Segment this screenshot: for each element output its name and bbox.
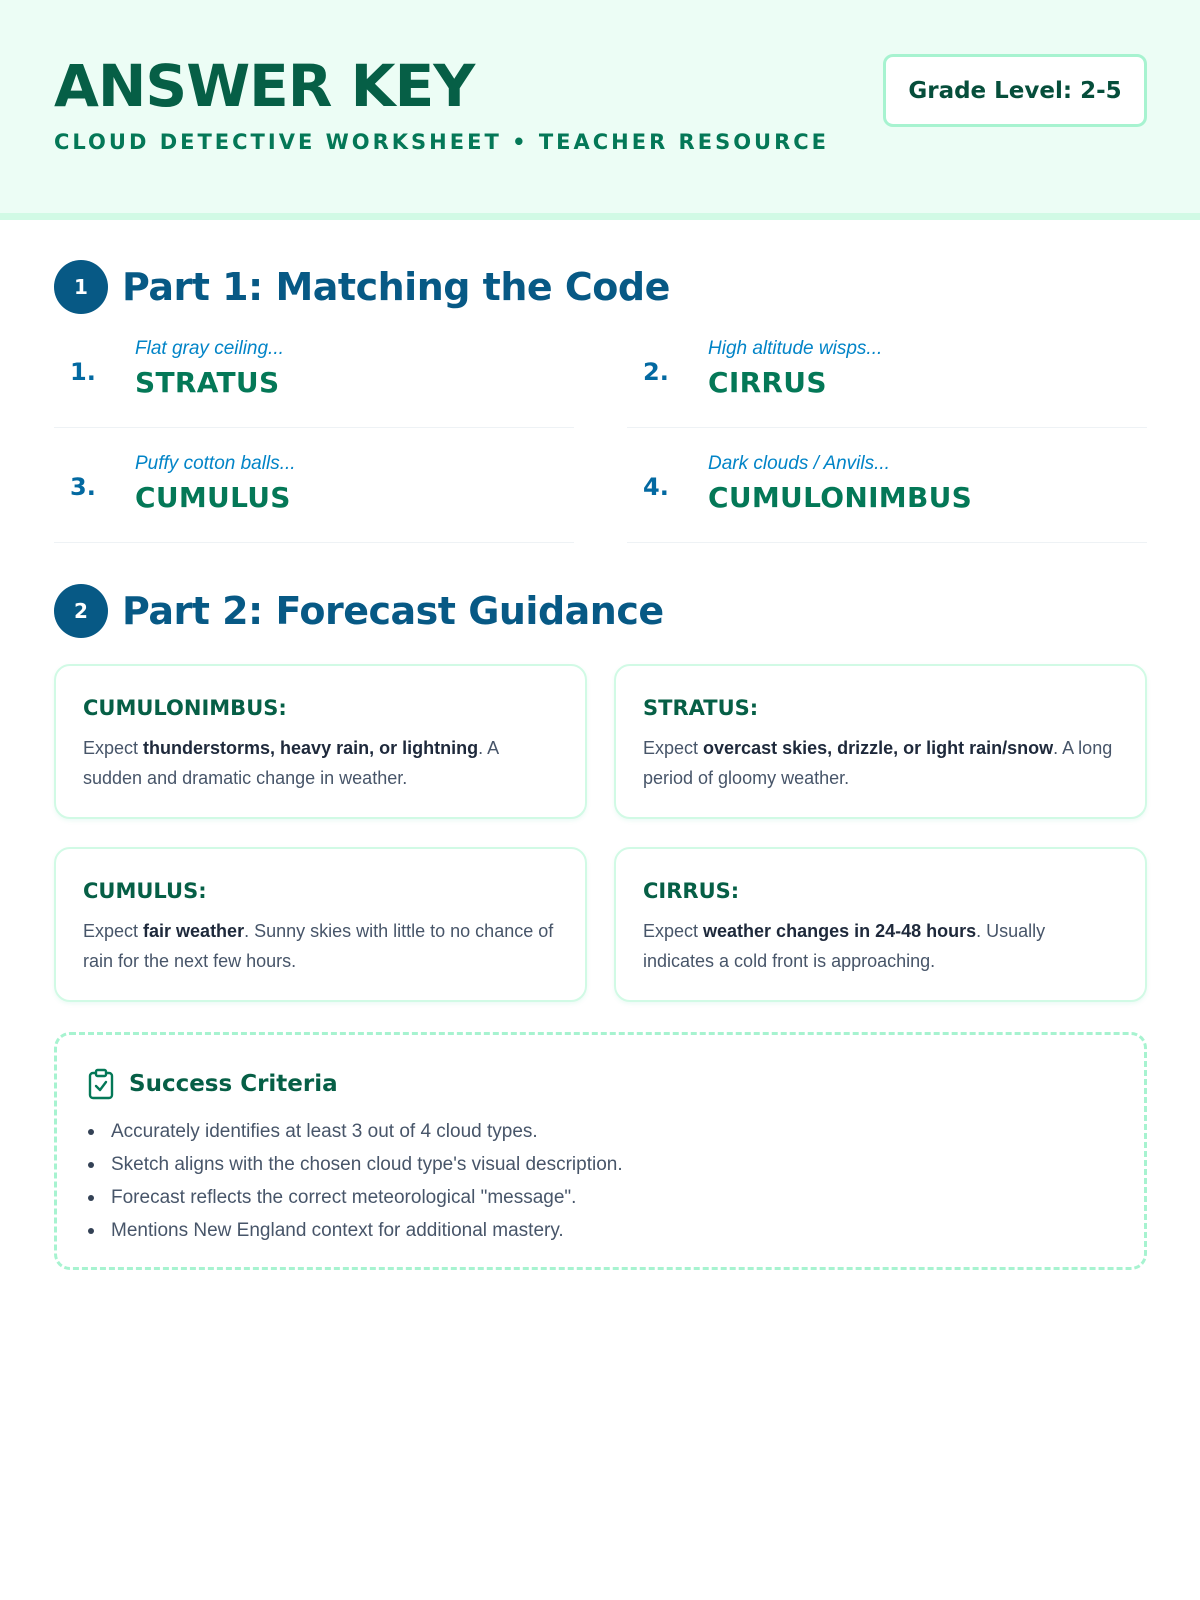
forecast-card-title: STRATUS:: [643, 696, 759, 720]
forecast-card-title: CUMULUS:: [83, 879, 207, 903]
match-number: 4.: [643, 473, 669, 501]
match-number: 1.: [70, 358, 96, 386]
success-criteria-list: [87, 1115, 1114, 1247]
forecast-card-cumulus: [54, 847, 587, 1002]
match-answer: CIRRUS: [708, 366, 827, 399]
list-item: Mentions New England context for additional mastery.: [87, 1214, 1114, 1247]
match-answer: STRATUS: [135, 366, 280, 399]
match-item-3: [54, 453, 574, 543]
match-hint: Puffy cotton balls...: [135, 453, 296, 474]
match-hint: Flat gray ceiling...: [135, 338, 284, 359]
forecast-card-cirrus: [614, 847, 1147, 1002]
grade-level-badge: Grade Level: 2-5: [883, 54, 1147, 127]
header: [0, 0, 1200, 220]
match-answer: CUMULONIMBUS: [708, 481, 973, 514]
part1-heading: [54, 259, 670, 315]
match-answer: CUMULUS: [135, 481, 291, 514]
clipboard-check-icon: [87, 1068, 115, 1100]
match-item-2: [627, 338, 1147, 428]
page-subtitle: CLOUD DETECTIVE WORKSHEET • TEACHER RESOURCE: [54, 130, 830, 154]
list-item: Sketch aligns with the chosen cloud type's visual description.: [87, 1148, 1114, 1181]
forecast-card-body: Expect weather changes in 24-48 hours. Usually indicates a cold front is approaching.: [643, 921, 1046, 971]
success-criteria-title: Success Criteria: [129, 1071, 338, 1097]
page-title: ANSWER KEY: [54, 52, 475, 120]
forecast-card-cumulonimbus: [54, 664, 587, 819]
success-criteria-box: [54, 1032, 1147, 1270]
part1-title: Part 1: Matching the Code: [122, 265, 670, 309]
match-hint: Dark clouds / Anvils...: [708, 453, 890, 474]
match-item-1: [54, 338, 574, 428]
match-number: 2.: [643, 358, 669, 386]
forecast-card-title: CIRRUS:: [643, 879, 740, 903]
match-number: 3.: [70, 473, 96, 501]
match-item-4: [627, 453, 1147, 543]
list-item: Forecast reflects the correct meteorological "message".: [87, 1181, 1114, 1214]
part1-number-badge: 1: [54, 260, 108, 314]
part2-number-badge: 2: [54, 584, 108, 638]
forecast-card-body: Expect thunderstorms, heavy rain, or lightning. A sudden and dramatic change in weather.: [83, 738, 499, 788]
forecast-card-body: Expect overcast skies, drizzle, or light rain/snow. A long period of gloomy weather.: [643, 738, 1113, 788]
match-hint: High altitude wisps...: [708, 338, 883, 359]
forecast-card-title: CUMULONIMBUS:: [83, 696, 287, 720]
forecast-card-stratus: [614, 664, 1147, 819]
part2-title: Part 2: Forecast Guidance: [122, 589, 664, 633]
forecast-card-body: Expect fair weather. Sunny skies with little to no chance of rain for the next few hours.: [83, 921, 554, 971]
success-criteria-heading: [87, 1063, 1114, 1105]
part2-heading: [54, 583, 664, 639]
list-item: Accurately identifies at least 3 out of 4 cloud types.: [87, 1115, 1114, 1148]
